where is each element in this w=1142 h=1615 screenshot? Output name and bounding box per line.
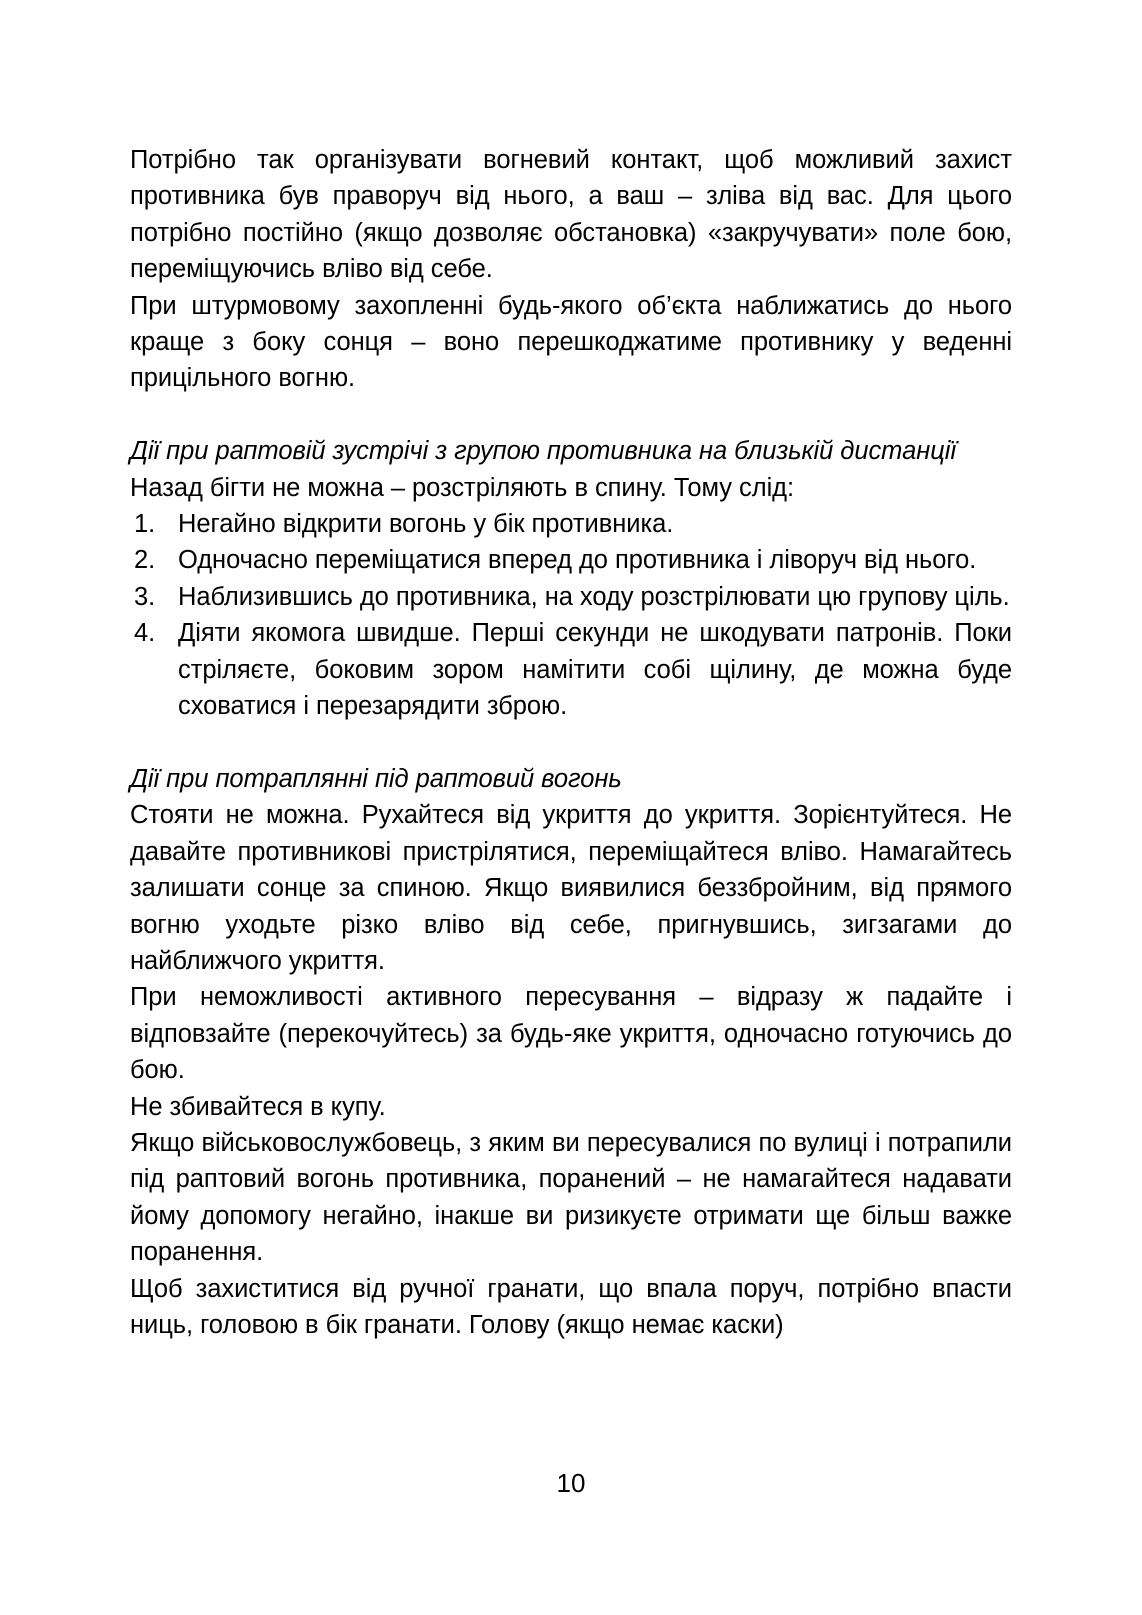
paragraph-do-not-bunch-up: Не збивайтеся в купу. [130,1092,386,1121]
list-item-text: Діяти якомога швидше. Перші секунди не шкодувати патронів. Поки стріляєте, боковим зором намітити собі щілину, де можна буде сховатися і перезарядити зброю. [178,619,1012,721]
heading-under-sudden-fire: Дії при потраплянні під раптовий вогонь [130,764,622,793]
paragraph-grenade-protection: Щоб захиститися від ручної гранати, що впала поруч, потрібно впасти ниць, головою в бік гранати. Голову (якщо немає каски) [130,1274,1012,1339]
paragraph-assault-capture: При штурмовому захопленні будь-якого об’єкта наближатись до нього краще з боку сонця – воно перешкоджатиме противнику у веденні прицільного вогню. [130,291,1012,393]
section-gap-2 [130,724,1012,760]
list-item [130,615,1012,724]
paragraph-no-active-movement: При неможливості активного пересування – відразу ж падайте і відповзайте (перекочуйтесь) за будь-яке укриття, одночасно готуючись до бою. [130,983,1012,1085]
heading-sudden-encounter: Дії при раптовій зустрічі з групою противника на близькій дистанції [130,437,956,466]
list-item [130,542,1012,578]
section-gap-1 [130,397,1012,433]
paragraph-move-cover-to-cover: Стояти не можна. Рухайтеся від укриття до укриття. Зорієнтуйтеся. Не давайте противникові пристрілятися, переміщайтеся вліво. Намагайтесь залишати сонце за спиною. Якщо виявилися беззбройним, від прямого вогню уходьте різко вліво від себе, пригнувшись, зигзагами до найближчого укриття. [130,801,1012,975]
paragraph-fire-contact: Потрібно так організувати вогневий контакт, щоб можливий захист противника був праворуч від нього, а ваш – зліва від вас. Для цього потрібно постійно (якщо дозволяє обстановка) «закручувати» поле бою, переміщуючись вліво від себе. [130,146,1012,284]
list-item [130,506,1012,542]
list-item-marker: 2. [134,546,156,575]
list-item-marker: 4. [134,619,156,648]
list-item-text: Наблизившись до противника, на ходу розстрілювати цю групову ціль. [178,582,1010,611]
paragraph-wounded-comrade: Якщо військовослужбовець, з яким ви пересувалися по вулиці і потрапили під раптовий вогонь противника, поранений – не намагайтеся надавати йому допомогу негайно, інакше ви ризикуєте отримати ще більш важке поранення. [130,1128,1012,1267]
list-item-text: Негайно відкрити вогонь у бік противника. [178,510,674,539]
list-item-marker: 1. [134,510,156,539]
page-number: 10 [556,1468,586,1498]
paragraph-do-not-run-back: Назад бігти не можна – розстріляють в спину. Тому слід: [130,473,795,502]
list-item [130,579,1012,615]
list-item-marker: 3. [134,582,156,611]
ordered-list-encounter-actions [130,506,1012,724]
page-content [130,142,1012,1343]
list-item-text: Одночасно переміщатися вперед до противника і ліворуч від нього. [178,546,977,575]
